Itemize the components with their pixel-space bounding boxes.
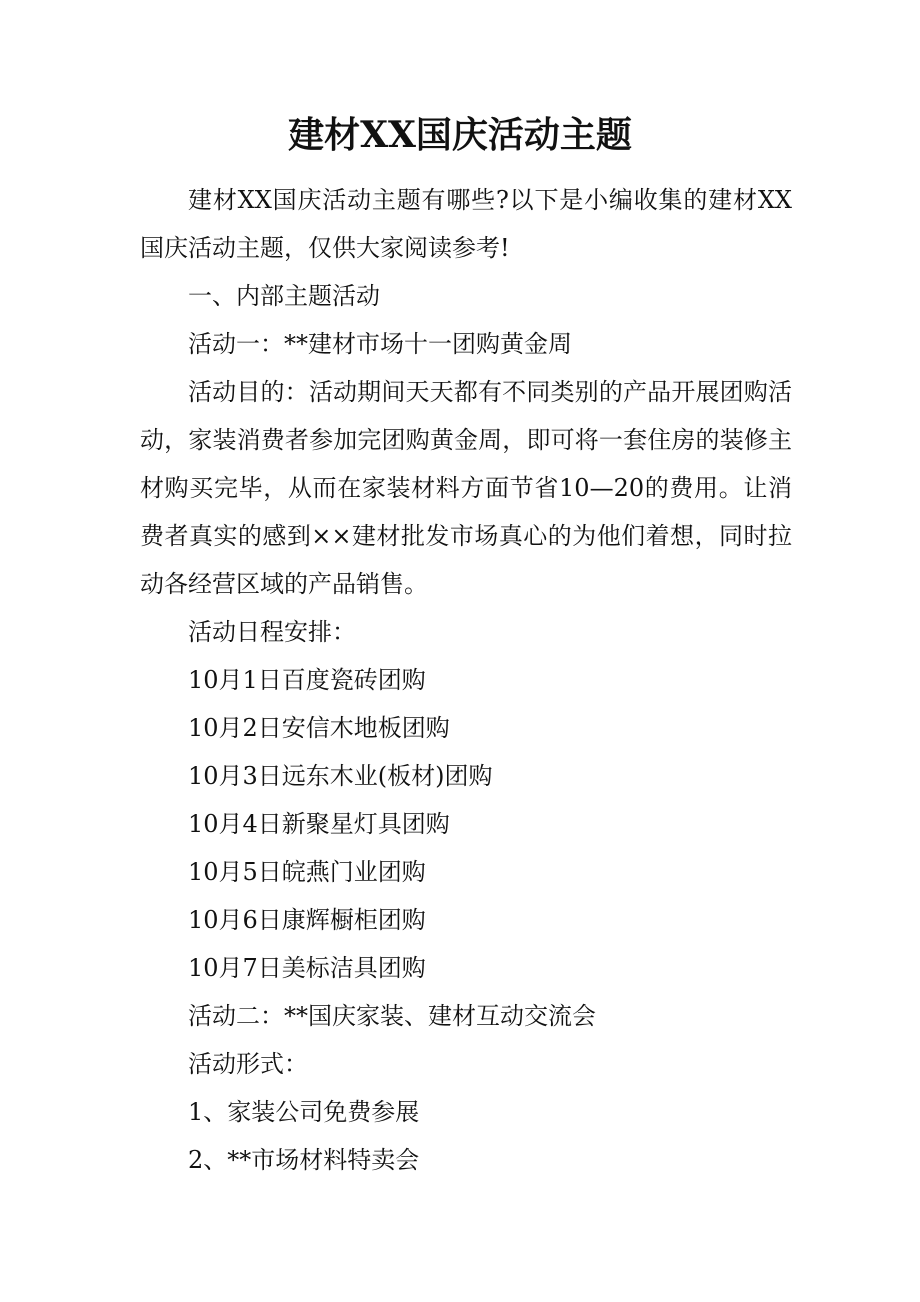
intro-paragraph: 建材XX国庆活动主题有哪些?以下是小编收集的建材XX国庆活动主题，仅供大家阅读参考! — [140, 186, 792, 262]
section-heading: 一、内部主题活动 — [188, 282, 380, 310]
document-body — [140, 176, 792, 1184]
activity-two-title: 活动二：**国庆家装、建材互动交流会 — [188, 1002, 596, 1030]
form-item: 2、**市场材料特卖会 — [188, 1146, 420, 1174]
schedule-item: 10月6日康辉橱柜团购 — [188, 906, 426, 934]
schedule-item: 10月2日安信木地板团购 — [188, 714, 450, 742]
schedule-item: 10月5日皖燕门业团购 — [188, 858, 426, 886]
schedule-item: 10月7日美标洁具团购 — [188, 954, 426, 982]
activity-one-title: 活动一：**建材市场十一团购黄金周 — [188, 330, 572, 358]
document-title: 建材XX国庆活动主题 — [288, 114, 632, 156]
activity-purpose-paragraph: 活动目的：活动期间天天都有不同类别的产品开展团购活动，家装消费者参加完团购黄金周，即可将一套住房的装修主材购买完毕，从而在家装材料方面节省10—20的费用。让消费者真实的感到××建材批发市场真心的为他们着想，同时拉动各经营区域的产品销售。 — [140, 378, 792, 598]
form-item: 1、家装公司免费参展 — [188, 1098, 420, 1126]
schedule-item: 10月1日百度瓷砖团购 — [188, 666, 426, 694]
schedule-item: 10月3日远东木业(板材)团购 — [188, 762, 493, 790]
schedule-heading: 活动日程安排： — [188, 618, 356, 646]
schedule-item: 10月4日新聚星灯具团购 — [188, 810, 450, 838]
activity-form-heading: 活动形式： — [188, 1050, 308, 1078]
